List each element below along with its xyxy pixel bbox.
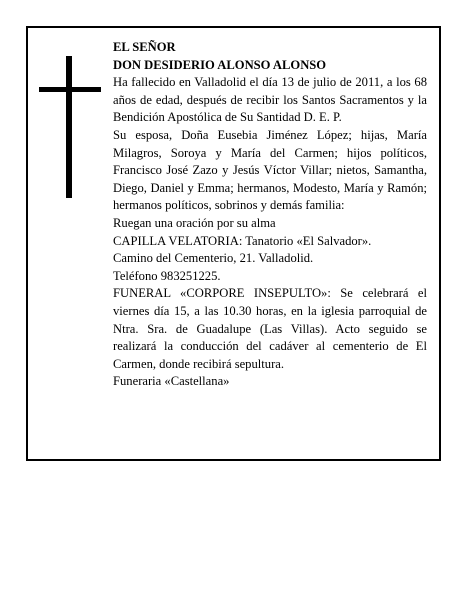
- cross-horizontal-bar: [39, 87, 101, 92]
- funeral-home: Funeraria «Castellana»: [113, 374, 230, 389]
- chapel-info: CAPILLA VELATORIA: Tanatorio «El Salvador».: [113, 233, 372, 248]
- funeral-info: FUNERAL «CORPORE INSEPULTO»: Se celebrará el viernes día 15, a las 10.30 horas, en la iglesia parroquial de Ntra. Sra. de Guadalupe (Las Villas). Acto seguido se realizará la conducción del cadáver al cementerio de El Carmen, donde recibirá sepultura.: [113, 286, 427, 371]
- death-info: Ha fallecido en Valladolid el día 13 de julio de 2011, a los 68 años de edad, después de recibir los Santos Sacramentos y la Bendición Apostólica de Su Santidad D. E. P.: [113, 75, 427, 125]
- chapel-phone: Teléfono 983251225.: [113, 268, 221, 283]
- chapel-address: Camino del Cementerio, 21. Valladolid.: [113, 251, 314, 266]
- notice-heading: EL SEÑOR: [113, 40, 176, 54]
- family-list: Su esposa, Doña Eusebia Jiménez López; hijas, María Milagros, Soroya y María del Carmen; hijos políticos, Francisco José Zazo y Jesús Víctor Villar; nietos, Samantha, Diego, Daniel y Emma; hermanos, Modesto, María y Ramón; hermanos políticos, sobrinos y demás familia:: [113, 127, 427, 213]
- cross-vertical-bar: [66, 56, 72, 198]
- latin-cross-icon: [39, 56, 101, 198]
- prayer-request: Ruegan una oración por su alma: [113, 215, 276, 230]
- obituary-text: [113, 39, 427, 391]
- deceased-name: DON DESIDERIO ALONSO ALONSO: [113, 57, 327, 72]
